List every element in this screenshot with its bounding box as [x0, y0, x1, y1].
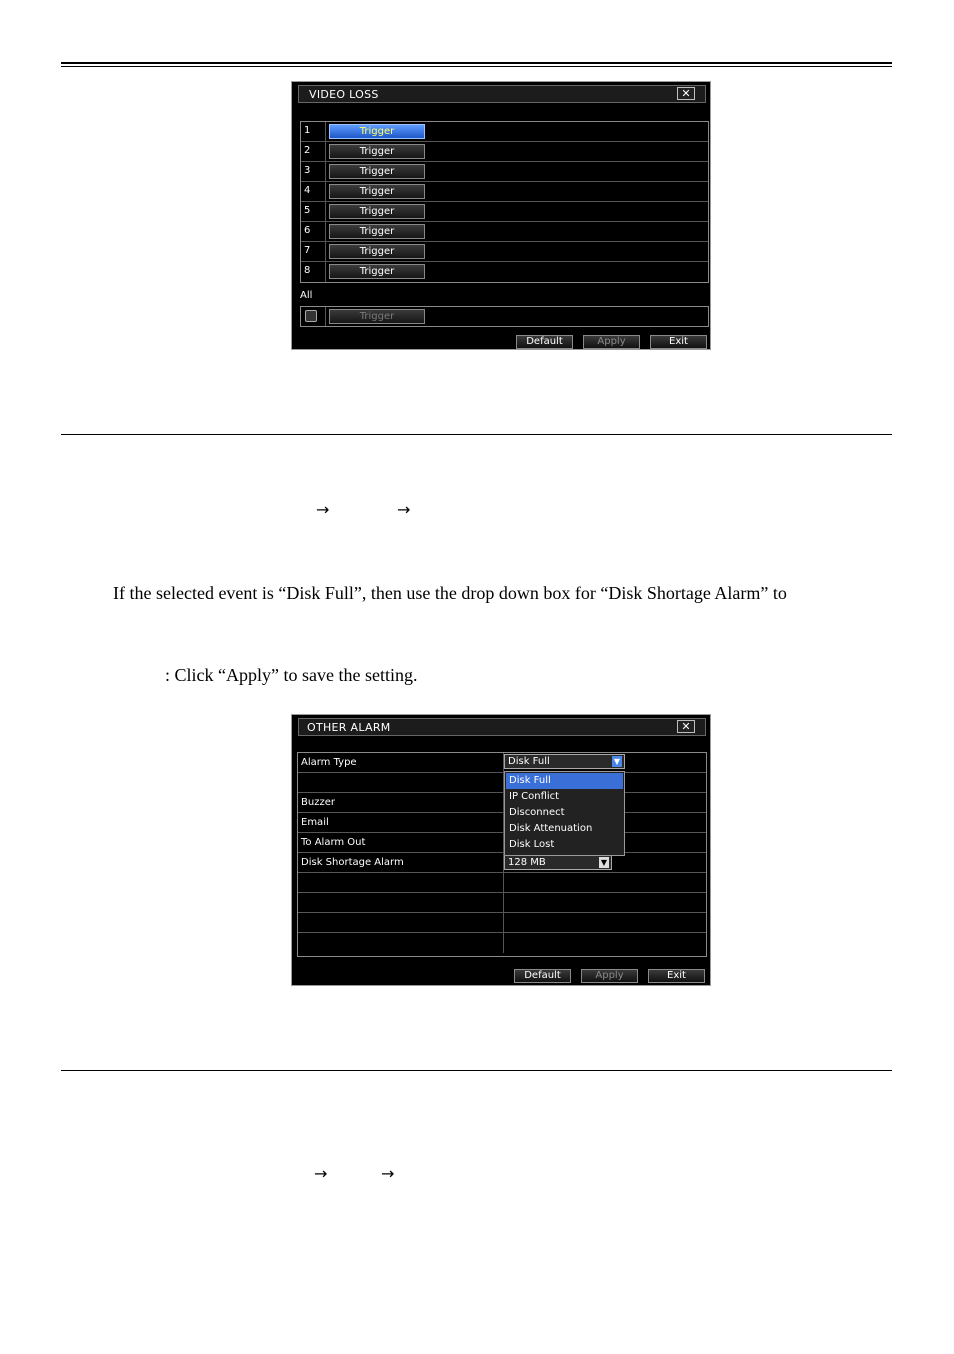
- alarm-type-label: Alarm Type: [301, 757, 357, 768]
- channel-row-8: [301, 262, 708, 282]
- disk-shortage-value: 128 MB: [508, 857, 546, 868]
- trigger-grid: [300, 121, 709, 283]
- channel-number: 5: [304, 205, 311, 216]
- dialog-title: VIDEO LOSS: [309, 88, 379, 101]
- channel-number: 1: [304, 125, 311, 136]
- dropdown-option-disk-lost[interactable]: Disk Lost: [509, 839, 555, 850]
- trigger-button-7[interactable]: Trigger: [329, 244, 425, 259]
- apply-paragraph: : Click “Apply” to save the setting.: [165, 665, 418, 685]
- apply-button[interactable]: Apply: [583, 335, 640, 349]
- apply-button[interactable]: Apply: [581, 969, 638, 983]
- section-rule-1: [61, 434, 892, 435]
- disk-shortage-select[interactable]: [504, 855, 612, 870]
- channel-row-2: [301, 142, 708, 162]
- trigger-button-5[interactable]: Trigger: [329, 204, 425, 219]
- channel-row-3: [301, 162, 708, 182]
- close-button[interactable]: ✕: [677, 87, 695, 100]
- blank-row: [298, 933, 706, 953]
- channel-row-4: [301, 182, 708, 202]
- buzzer-row: [298, 793, 706, 813]
- dropdown-option-disk-full[interactable]: Disk Full: [506, 773, 623, 789]
- close-button[interactable]: ✕: [677, 720, 695, 733]
- alarm-type-dropdown: [504, 771, 625, 856]
- to-alarm-out-row: [298, 833, 706, 853]
- trigger-button-2[interactable]: Trigger: [329, 144, 425, 159]
- trigger-button-6[interactable]: Trigger: [329, 224, 425, 239]
- dropdown-option-disk-attenuation[interactable]: Disk Attenuation: [509, 823, 593, 834]
- blank-row: [298, 913, 706, 933]
- buzzer-label: Buzzer: [301, 797, 335, 808]
- channel-row-5: [301, 202, 708, 222]
- trigger-button-8[interactable]: Trigger: [329, 264, 425, 279]
- channel-number: 8: [304, 265, 311, 276]
- section-rule-2: [61, 1070, 892, 1071]
- blank-row: [298, 873, 706, 893]
- all-trigger-button[interactable]: Trigger: [329, 309, 425, 324]
- trigger-button-4[interactable]: Trigger: [329, 184, 425, 199]
- other-alarm-grid: [297, 752, 707, 957]
- blank-row: [298, 893, 706, 913]
- arrow-icon: →: [314, 1164, 328, 1183]
- arrow-icon: →: [397, 500, 411, 519]
- channel-number: 2: [304, 145, 311, 156]
- trigger-button-3[interactable]: Trigger: [329, 164, 425, 179]
- other-alarm-dialog: [291, 714, 711, 986]
- channel-number: 6: [304, 225, 311, 236]
- channel-row-1: [301, 122, 708, 142]
- channel-number: 4: [304, 185, 311, 196]
- dialog-title: OTHER ALARM: [307, 721, 391, 734]
- video-loss-title-bar: [298, 85, 706, 103]
- default-button[interactable]: Default: [514, 969, 571, 983]
- all-row: [300, 306, 709, 327]
- all-label: All: [300, 290, 313, 301]
- disk-shortage-row: [298, 853, 706, 873]
- chevron-down-icon: ▼: [613, 757, 621, 766]
- video-loss-dialog: [291, 81, 711, 350]
- exit-button[interactable]: Exit: [648, 969, 705, 983]
- channel-row-6: [301, 222, 708, 242]
- top-double-rule: [61, 62, 892, 67]
- channel-row-7: [301, 242, 708, 262]
- arrow-icon: →: [381, 1164, 395, 1183]
- dropdown-option-ip-conflict[interactable]: IP Conflict: [509, 791, 560, 802]
- all-checkbox[interactable]: [305, 310, 317, 322]
- email-label: Email: [301, 817, 329, 828]
- chevron-down-icon: ▼: [600, 858, 608, 867]
- blank-row: [298, 773, 706, 793]
- alarm-type-select[interactable]: [504, 754, 625, 769]
- dropdown-option-disconnect[interactable]: Disconnect: [509, 807, 565, 818]
- default-button[interactable]: Default: [516, 335, 573, 349]
- trigger-button-1[interactable]: Trigger: [329, 124, 425, 139]
- disk-full-paragraph: If the selected event is “Disk Full”, then use the drop down box for “Disk Shortage Alarm” to: [113, 583, 787, 603]
- alarm-type-row: [298, 753, 706, 773]
- channel-number: 7: [304, 245, 311, 256]
- exit-button[interactable]: Exit: [650, 335, 707, 349]
- email-row: [298, 813, 706, 833]
- to-alarm-out-label: To Alarm Out: [301, 837, 366, 848]
- alarm-type-value: Disk Full: [508, 756, 550, 767]
- channel-number: 3: [304, 165, 311, 176]
- arrow-icon: →: [316, 500, 330, 519]
- other-alarm-title-bar: [298, 718, 706, 736]
- disk-shortage-label: Disk Shortage Alarm: [301, 857, 404, 868]
